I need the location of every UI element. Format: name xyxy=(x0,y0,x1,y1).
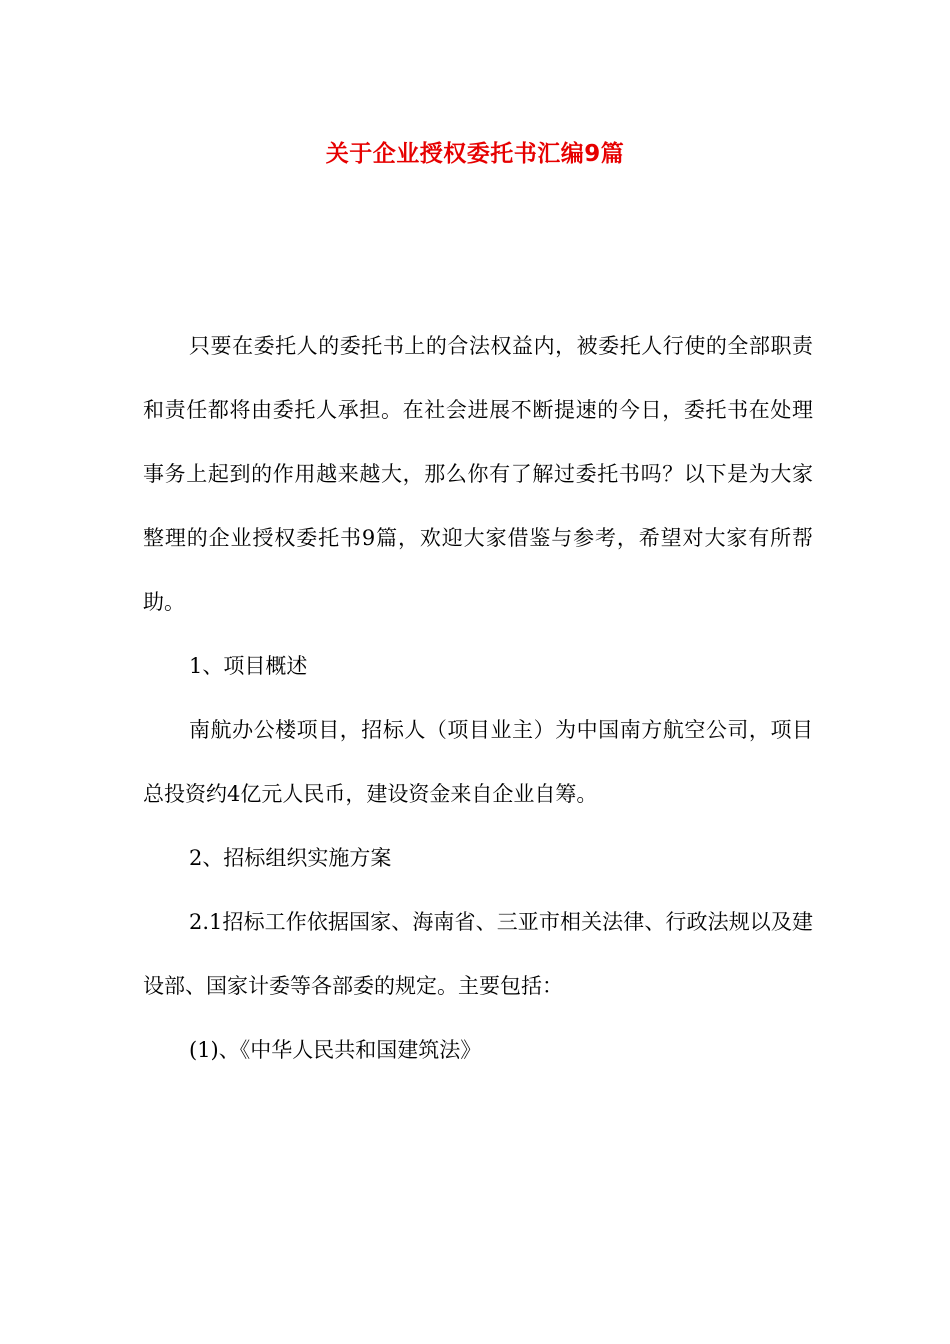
project-overview-paragraph: 南航办公楼项目，招标人（项目业主）为中国南方航空公司，项目总投资约4亿元人民币，建设资金来自企业自筹。 xyxy=(143,718,813,806)
document-body xyxy=(143,314,813,1082)
section-heading-bidding-plan: 2、招标组织实施方案 xyxy=(189,846,392,870)
bidding-basis-paragraph: 2.1招标工作依据国家、海南省、三亚市相关法律、行政法规以及建设部、国家计委等各部委的规定。主要包括： xyxy=(143,910,813,998)
law-list-item: (1)、《中华人民共和国建筑法》 xyxy=(189,1038,482,1062)
document-title: 关于企业授权委托书汇编9篇 xyxy=(325,141,625,167)
section-heading-project-overview: 1、项目概述 xyxy=(189,654,308,678)
intro-paragraph: 只要在委托人的委托书上的合法权益内，被委托人行使的全部职责和责任都将由委托人承担。在社会进展不断提速的今日，委托书在处理事务上起到的作用越来越大，那么你有了解过委托书吗？以下是为大家整理的企业授权委托书9篇，欢迎大家借鉴与参考，希望对大家有所帮助。 xyxy=(143,334,813,614)
